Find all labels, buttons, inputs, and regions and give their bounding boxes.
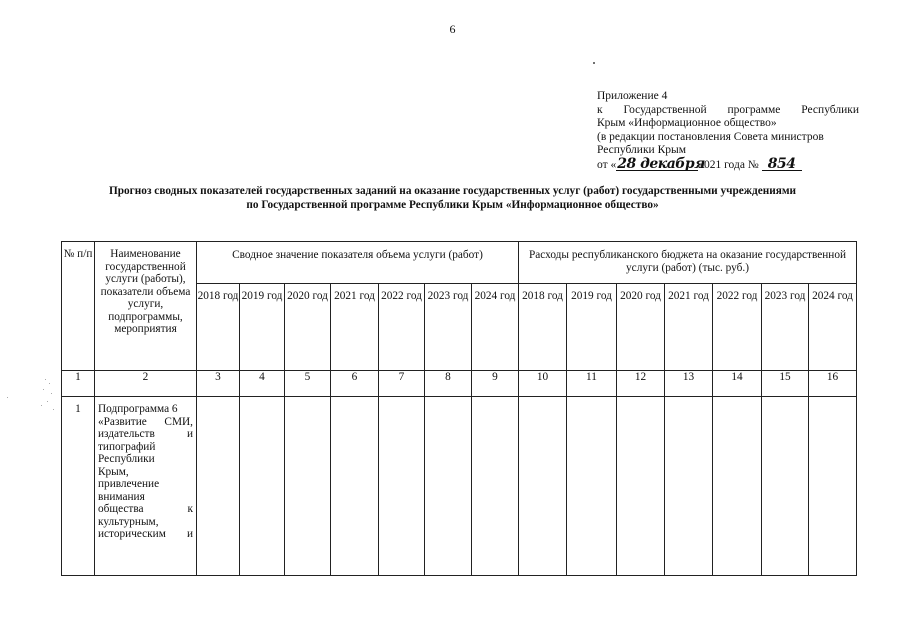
column-number: 16: [809, 371, 857, 397]
year-budget: 2022 год: [713, 284, 762, 371]
appendix-block: [597, 90, 859, 173]
year-budget: 2019 год: [567, 284, 617, 371]
year-volume: 2024 год: [472, 284, 519, 371]
empty-cell: [285, 397, 331, 576]
row-name-line: культурным,: [98, 515, 159, 528]
handwritten-date: 28 декабря: [617, 155, 705, 172]
row-name-line: Республики: [98, 453, 155, 465]
appendix-line-5: Республики Крым: [597, 144, 686, 157]
year-volume: 2018 год: [197, 284, 240, 371]
appendix-line-2: к Государственной программе Республики: [597, 103, 859, 116]
column-number: 7: [379, 371, 425, 397]
year-volume: 2023 год: [425, 284, 472, 371]
empty-cell: [713, 397, 762, 576]
column-number: 11: [567, 371, 617, 397]
year-budget: 2021 год: [665, 284, 713, 371]
row-name-line: «Развитие СМИ,: [98, 415, 193, 428]
row-name-line: привлечение: [98, 478, 160, 490]
scan-dot: [593, 62, 595, 64]
empty-cell: [197, 397, 240, 576]
row-name: [95, 397, 197, 576]
empty-cell: [567, 397, 617, 576]
year-budget: 2018 год: [519, 284, 567, 371]
title-line-1: Прогноз сводных показателей государственных заданий на оказание государственных услуг (работ) государственными учреждениями: [108, 185, 797, 197]
empty-cell: [617, 397, 665, 576]
row-name-line: Подпрограмма 6: [98, 403, 178, 415]
empty-cell: [240, 397, 285, 576]
forecast-table: [61, 241, 857, 576]
header-row-1: [62, 242, 857, 284]
header-name: Наименование государственной услуги (работы), показатели объема услуги, подпрограммы, мероприятия: [95, 242, 197, 371]
column-number: 10: [519, 371, 567, 397]
page-number: 6: [449, 22, 456, 36]
year-budget: 2024 год: [809, 284, 857, 371]
appendix-line-4: (в редакции постановления Совета министров: [597, 130, 824, 143]
scan-margin-marks: [5, 377, 57, 417]
column-number: 4: [240, 371, 285, 397]
date-prefix: от «: [597, 158, 617, 171]
column-number-row: [62, 371, 857, 397]
column-number: 1: [62, 371, 95, 397]
year-volume: 2020 год: [285, 284, 331, 371]
row-name-line: историческим и: [98, 528, 193, 540]
empty-cell: [331, 397, 379, 576]
column-number: 5: [285, 371, 331, 397]
handwritten-number: 854: [762, 158, 802, 171]
row-name-line: издательств и: [98, 428, 193, 440]
header-group-budget: Расходы республиканского бюджета на оказание государственной услуги (работ) (тыс. руб.): [519, 242, 857, 284]
row-name-line: Крым,: [98, 465, 129, 478]
column-number: 15: [762, 371, 809, 397]
year-budget: 2023 год: [762, 284, 809, 371]
year-volume: 2021 год: [331, 284, 379, 371]
year-volume: 2022 год: [379, 284, 425, 371]
column-number: 9: [472, 371, 519, 397]
empty-cell: [519, 397, 567, 576]
document-title: [40, 184, 865, 212]
empty-cell: [762, 397, 809, 576]
empty-cell: [809, 397, 857, 576]
appendix-line-3: Крым «Информационное общество»: [597, 117, 777, 130]
row-num: 1: [62, 397, 95, 576]
row-name-line: общества к: [98, 503, 193, 515]
column-number: 8: [425, 371, 472, 397]
column-number: 13: [665, 371, 713, 397]
table-row: [62, 397, 857, 576]
scan-noise-icon: [5, 377, 57, 417]
appendix-date-line: [597, 155, 859, 173]
header-group-volume: Сводное значение показателя объема услуги (работ): [197, 242, 519, 284]
column-number: 3: [197, 371, 240, 397]
column-number: 12: [617, 371, 665, 397]
appendix-line-1: Приложение 4: [597, 90, 668, 102]
column-number: 14: [713, 371, 762, 397]
empty-cell: [665, 397, 713, 576]
row-name-line: внимания: [98, 490, 145, 503]
year-volume: 2019 год: [240, 284, 285, 371]
header-num: № п/п: [62, 242, 95, 371]
date-suffix: 2021 года №: [698, 158, 759, 171]
empty-cell: [472, 397, 519, 576]
empty-cell: [425, 397, 472, 576]
year-budget: 2020 год: [617, 284, 665, 371]
empty-cell: [379, 397, 425, 576]
column-number: 6: [331, 371, 379, 397]
title-line-2: по Государственной программе Республики Крым «Информационное общество»: [246, 199, 659, 211]
row-name-line: типографий: [98, 440, 156, 453]
column-number: 2: [95, 371, 197, 397]
